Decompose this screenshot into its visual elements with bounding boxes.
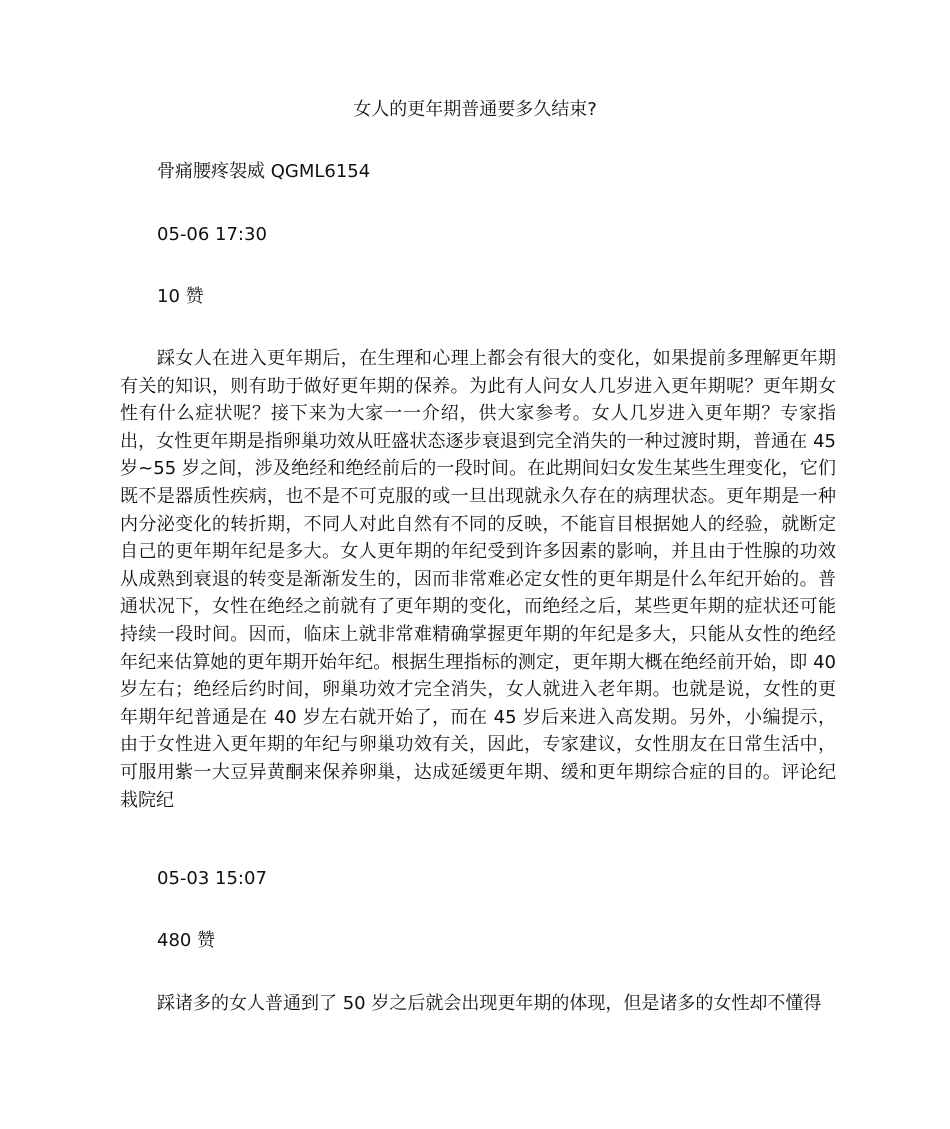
post-timestamp: 05-06 17:30	[157, 224, 267, 245]
article-title: 女人的更年期普通要多久结束?	[353, 99, 597, 120]
author-name: 骨痛腰疼袈威 QGML6154	[157, 161, 371, 182]
post-timestamp: 05-03 15:07	[157, 868, 267, 889]
post-content: 踩女人在进入更年期后，在生理和心理上都会有很大的变化，如果提前多理解更年期有关的知识，则有助于做好更年期的保养。为此有人问女人几岁进入更年期呢？更年期女性有什么症状呢？接下来为大家一一介绍，供大家参考。女人几岁进入更年期？专家指出，女性更年期是指卵巢功效从旺盛状态逐步衰退到完全消失的一种过渡时期，普通在 45 岁~55 岁之间，涉及绝经和绝经前后的一段时间。在此期间妇女发生某些生理变化，它们既不是器质性疾病，也不是不可克服的或一旦出现就永久存在的病理状态。更年期是一种内分泌变化的转折期，不同人对此自然有不同的反映，不能盲目根据她人的经验，就断定自己的更年期年纪是多大。女人更年期的年纪受到许多因素的影响，并且由于性腺的功效从成熟到衰退的转变是渐渐发生的，因而非常难必定女性的更年期是什么年纪开始的。普通状况下，女性在绝经之前就有了更年期的变化，而绝经之后，某些更年期的症状还可能持续一段时间。因而，临床上就非常难精确掌握更年期的年纪是多大，只能从女性的绝经年纪来估算她的更年期开始年纪。根据生理指标的测定，更年期大概在绝经前开始，即 40 岁左右；绝经后约时间，卵巢功效才完全消失，女人就进入老年期。也就是说，女性的更年期年纪普通是在 40 岁左右就开始了，而在 45 岁后来进入高发期。另外，小编提示，由于女性进入更年期的年纪与卵巢功效有关，因此，专家建议，女性朋友在日常生活中，可服用紫一大豆异黄酮来保养卵巢，达成延缓更年期、缓和更年期综合症的目的。评论纪栽院纪	[120, 348, 836, 811]
post-content: 踩诸多的女人普通到了 50 岁之后就会出现更年期的体现，但是诸多的女性却不懂得	[157, 993, 822, 1014]
like-count: 480 赞	[157, 930, 216, 951]
like-count: 10 赞	[157, 286, 204, 307]
